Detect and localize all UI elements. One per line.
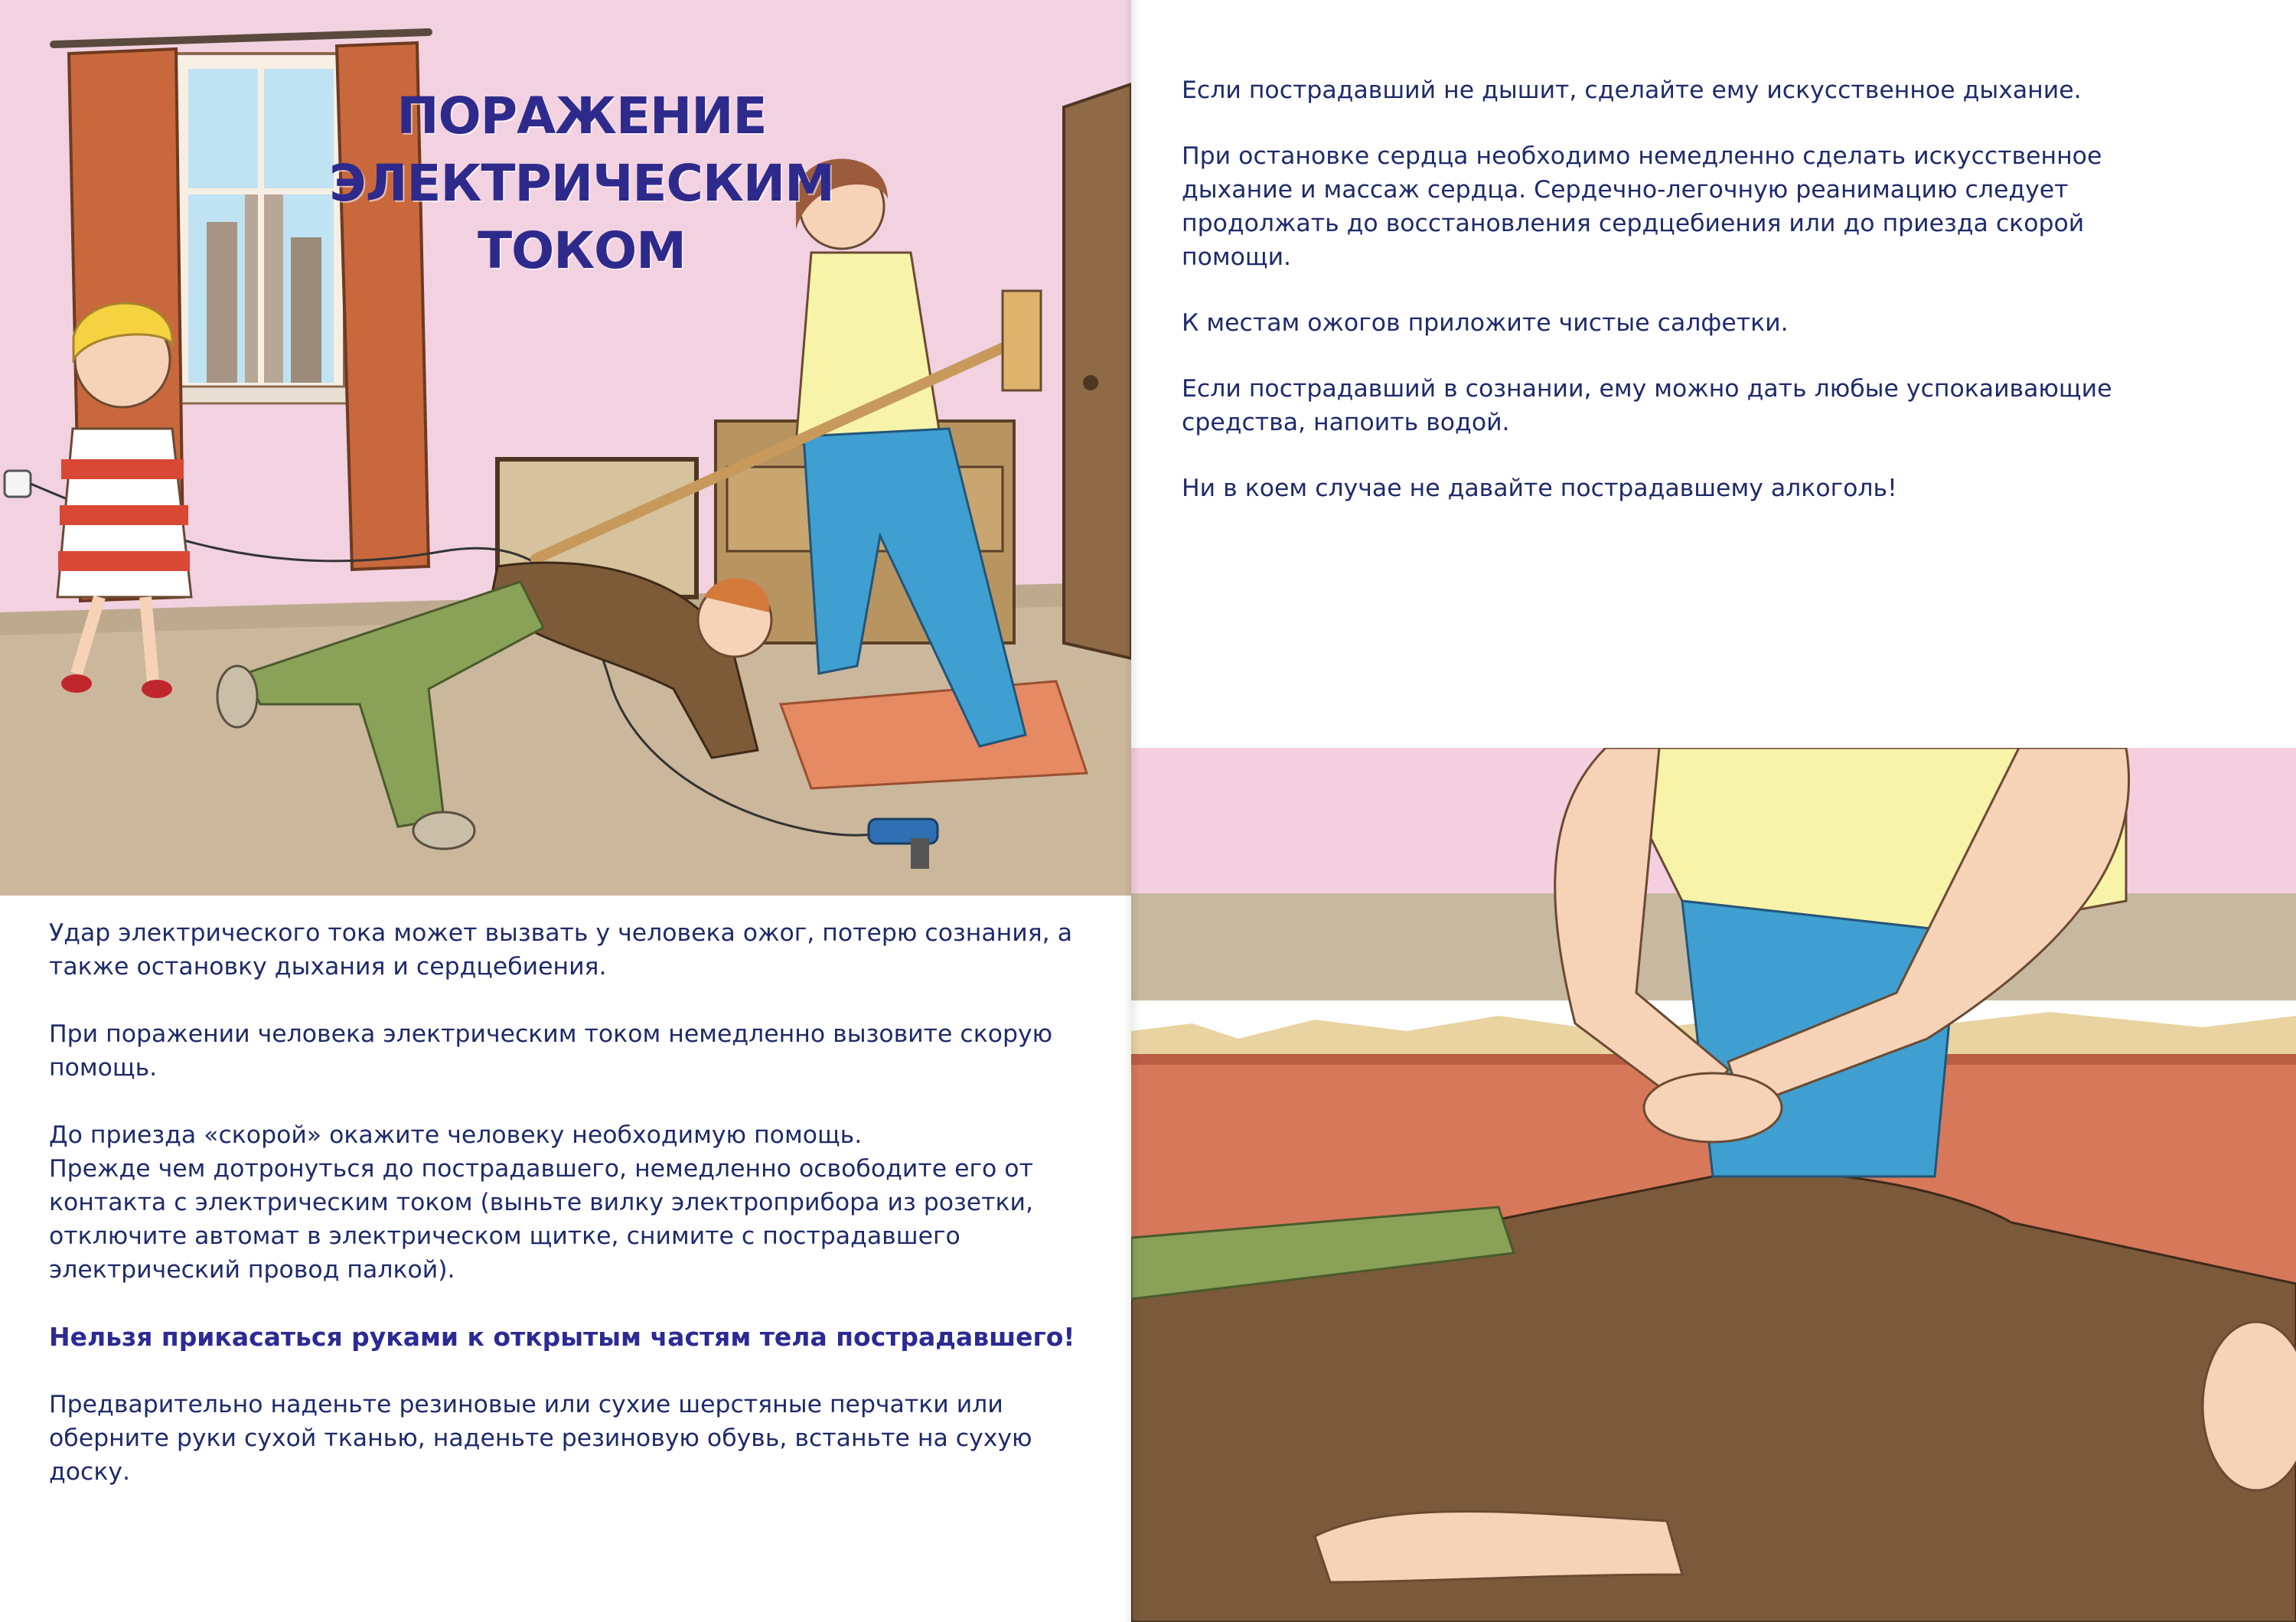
door bbox=[1064, 84, 1131, 658]
paragraph-burn-napkins: К местам ожогов приложите чистые салфетки. bbox=[1182, 309, 1789, 337]
wall-socket bbox=[5, 471, 31, 497]
warning-do-not-touch: Нельзя прикасаться руками к открытым частям тела пострадавшего! bbox=[49, 1322, 1075, 1352]
page-title bbox=[145, 83, 1018, 285]
paragraph-release-from-current: Прежде чем дотронуться до пострадавшего, немедленно освободите его от контакта с электрическим током (выньте вилку электроприбора из розетки, отключите автомат в электрическом щитке, снимите с пострадавшего электрический провод палкой). bbox=[49, 1155, 1033, 1284]
left-text-block bbox=[49, 916, 1120, 1522]
paragraph-sedatives-water: Если пострадавший в сознании, ему можно дать любые успокаивающие средства, напоить водой. bbox=[1182, 375, 2112, 436]
paragraph-cpr: При остановке сердца необходимо немедленно сделать искусственное дыхание и массаж сердца. Сердечно-легочную реанимацию следует продолжать до восстановления сердцебиения или до приезда скорой помощи. bbox=[1182, 142, 2102, 271]
paragraph-protective-measures: Предварительно наденьте резиновые или сухие шерстяные перчатки или оберните руки сухой тканью, наденьте резиновую обувь, встаньте на сухую доску. bbox=[49, 1391, 1032, 1486]
page-gutter bbox=[1124, 0, 1140, 1622]
title-line-1: ПОРАЖЕНИЕ ЭЛЕКТРИЧЕСКИМ bbox=[329, 86, 834, 213]
paragraph-artificial-breathing: Если пострадавший не дышит, сделайте ему искусственное дыхание. bbox=[1182, 77, 2082, 104]
paragraph-call-ambulance: При поражении человека электрическим током немедленно вызовите скорую помощь. bbox=[49, 1020, 1053, 1082]
cpr-illustration bbox=[1131, 748, 2296, 1622]
title-line-2: ТОКОМ bbox=[478, 221, 686, 280]
right-text-block bbox=[1182, 73, 2131, 537]
paragraph-no-alcohol: Ни в коем случае не давайте пострадавшему алкоголь! bbox=[1182, 475, 1897, 502]
right-page bbox=[1131, 0, 2296, 1622]
paragraph-first-aid: До приезда «скорой» окажите человеку необходимую помощь. bbox=[49, 1121, 863, 1149]
paragraph-shock-effects: Удар электрического тока может вызвать у человека ожог, потерю сознания, а также остановку дыхания и сердцебиения. bbox=[49, 919, 1073, 981]
left-page bbox=[0, 0, 1131, 1622]
hands-on-chest bbox=[1644, 1073, 1782, 1142]
